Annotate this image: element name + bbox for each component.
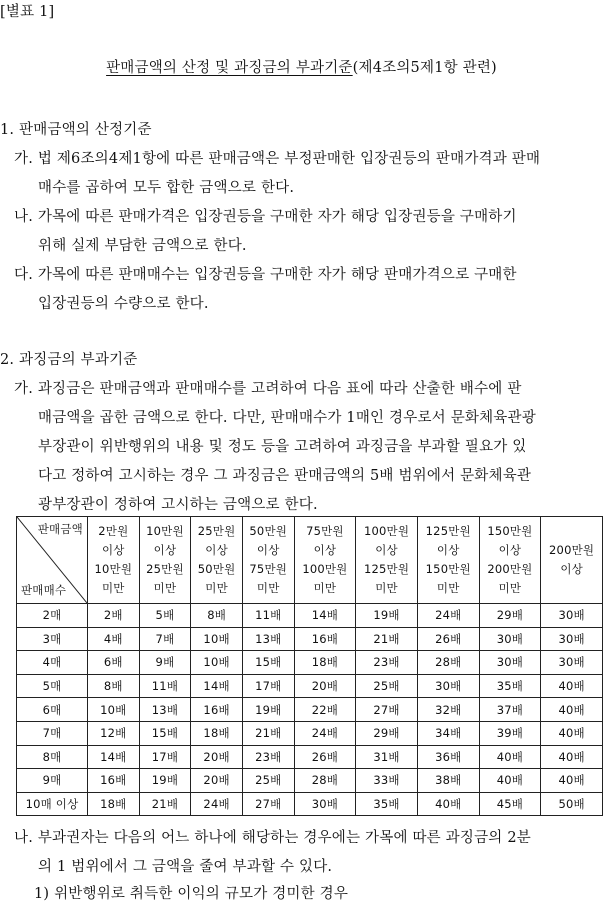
- row-label: 10매 이상: [17, 792, 88, 816]
- table-cell: 40배: [541, 769, 603, 793]
- table-cell: 13배: [242, 627, 294, 651]
- table-row: [17, 745, 603, 769]
- s1-item-da-line1: 다. 가목에 따른 판매매수는 입장권등을 구매한 자가 해당 판매가격으로 구매한: [14, 267, 517, 283]
- table-cell: 28배: [294, 769, 356, 793]
- table-cell: 19배: [356, 604, 418, 628]
- table-cell: 34배: [417, 721, 479, 745]
- col-header: 50만원 이상 75만원 미만: [242, 517, 294, 604]
- table-cell: 30배: [541, 604, 603, 628]
- table-cell: 32배: [417, 698, 479, 722]
- s2-item-ga-line5: 광부장관이 정하여 고시하는 금액으로 한다.: [38, 497, 318, 513]
- table-cell: 35배: [479, 674, 541, 698]
- table-header-row: [17, 517, 603, 604]
- row-label: 6매: [17, 698, 88, 722]
- table-cell: 29배: [356, 721, 418, 745]
- table-cell: 40배: [541, 698, 603, 722]
- table-cell: 15배: [242, 651, 294, 675]
- table-cell: 20배: [191, 745, 243, 769]
- col-header: 125만원 이상 150만원 미만: [417, 517, 479, 604]
- table-cell: 30배: [479, 651, 541, 675]
- table-cell: 37배: [479, 698, 541, 722]
- col-header: 100만원 이상 125만원 미만: [356, 517, 418, 604]
- title-ref: (제4조의5제1항 관련): [352, 60, 497, 76]
- table-cell: 8배: [88, 674, 140, 698]
- row-label: 4매: [17, 651, 88, 675]
- row-label: 3매: [17, 627, 88, 651]
- s1-item-ga-line2: 매수를 곱하여 모두 합한 금액으로 한다.: [38, 180, 295, 196]
- table-cell: 36배: [417, 745, 479, 769]
- table-cell: 20배: [294, 674, 356, 698]
- table-cell: 11배: [242, 604, 294, 628]
- table-cell: 25배: [356, 674, 418, 698]
- table-cell: 4배: [88, 627, 140, 651]
- table-cell: 35배: [356, 792, 418, 816]
- col-header: 150만원 이상 200만원 미만: [479, 517, 541, 604]
- table-cell: 40배: [417, 792, 479, 816]
- s1-item-ga-line1: 가. 법 제6조의4제1항에 따른 판매금액은 부정판매한 입장권등의 판매가격과 판매: [14, 151, 541, 167]
- table-cell: 30배: [417, 674, 479, 698]
- section1-heading: 1. 판매금액의 산정기준: [0, 122, 152, 138]
- table-cell: 27배: [242, 792, 294, 816]
- table-row: [17, 651, 603, 675]
- table-cell: 50배: [541, 792, 603, 816]
- table-row: [17, 627, 603, 651]
- table-cell: 21배: [139, 792, 191, 816]
- table-cell: 20배: [191, 769, 243, 793]
- s1-item-na-line2: 위해 실제 부담한 금액으로 한다.: [38, 238, 247, 254]
- s2-item-na-line1: 나. 부과권자는 다음의 어느 하나에 해당하는 경우에는 가목에 따른 과징금의 2분: [14, 830, 531, 846]
- table-cell: 21배: [356, 627, 418, 651]
- title-main: 판매금액의 산정 및 과징금의 부과기준: [106, 60, 353, 76]
- s2-item-ga-line2: 매금액을 곱한 금액으로 한다. 다만, 판매매수가 1매인 경우로서 문화체육관광: [38, 410, 536, 426]
- table-cell: 18배: [294, 651, 356, 675]
- table-cell: 24배: [294, 721, 356, 745]
- table-row: [17, 769, 603, 793]
- table-cell: 10배: [191, 651, 243, 675]
- table-cell: 23배: [242, 745, 294, 769]
- table-cell: 26배: [294, 745, 356, 769]
- col-header: 75만원 이상 100만원 미만: [294, 517, 356, 604]
- table-cell: 8배: [191, 604, 243, 628]
- s2-item-ga-line3: 부장관이 위반행위의 내용 및 정도 등을 고려하여 과징금을 부과할 필요가 있: [38, 439, 527, 455]
- table-cell: 40배: [541, 721, 603, 745]
- table-cell: 16배: [88, 769, 140, 793]
- page-title: [0, 56, 603, 77]
- table-cell: 15배: [139, 721, 191, 745]
- table-cell: 33배: [356, 769, 418, 793]
- table-cell: 10배: [88, 698, 140, 722]
- table-cell: 39배: [479, 721, 541, 745]
- table-row: [17, 792, 603, 816]
- table-cell: 14배: [191, 674, 243, 698]
- table-cell: 25배: [242, 769, 294, 793]
- table-cell: 40배: [541, 745, 603, 769]
- table-cell: 16배: [294, 627, 356, 651]
- s2-item-na-line2: 의 1 범위에서 그 금액을 줄여 부과할 수 있다.: [38, 859, 333, 875]
- table-row: [17, 698, 603, 722]
- annex-label: [별표 1]: [0, 4, 55, 20]
- row-label: 9매: [17, 769, 88, 793]
- table-cell: 24배: [191, 792, 243, 816]
- table-corner-cell: [17, 517, 88, 604]
- row-label: 7매: [17, 721, 88, 745]
- table-cell: 30배: [479, 627, 541, 651]
- col-header: 25만원 이상 50만원 미만: [191, 517, 243, 604]
- table-cell: 23배: [356, 651, 418, 675]
- s2-item-ga-line1: 가. 과징금은 판매금액과 판매매수를 고려하여 다음 표에 따라 산출한 배수에 판: [14, 381, 522, 397]
- row-label: 5매: [17, 674, 88, 698]
- table-cell: 26배: [417, 627, 479, 651]
- table-cell: 45배: [479, 792, 541, 816]
- col-header: 10만원 이상 25만원 미만: [139, 517, 191, 604]
- table-cell: 30배: [541, 651, 603, 675]
- corner-top-label: 판매금액: [37, 522, 83, 536]
- row-label: 2매: [17, 604, 88, 628]
- table-cell: 40배: [479, 745, 541, 769]
- table-cell: 14배: [88, 745, 140, 769]
- table-row: [17, 721, 603, 745]
- table-cell: 17배: [242, 674, 294, 698]
- table-cell: 30배: [541, 627, 603, 651]
- table-cell: 24배: [417, 604, 479, 628]
- table-cell: 19배: [242, 698, 294, 722]
- table-cell: 12배: [88, 721, 140, 745]
- corner-bottom-label: 판매매수: [21, 583, 67, 597]
- table-cell: 40배: [541, 674, 603, 698]
- section2-heading: 2. 과징금의 부과기준: [0, 352, 138, 368]
- table-row: [17, 674, 603, 698]
- table-cell: 28배: [417, 651, 479, 675]
- table-cell: 7배: [139, 627, 191, 651]
- table-row: [17, 604, 603, 628]
- s1-item-na-line1: 나. 가목에 따른 판매가격은 입장권등을 구매한 자가 해당 입장권등을 구매하기: [14, 209, 517, 225]
- fine-multiplier-table: [16, 516, 603, 816]
- col-header: 200만원 이상: [541, 517, 603, 604]
- s2-sub-item-1: 1) 위반행위로 취득한 이익의 규모가 경미한 경우: [34, 886, 349, 902]
- table-cell: 9배: [139, 651, 191, 675]
- table-cell: 18배: [88, 792, 140, 816]
- s2-item-ga-line4: 다고 정하여 고시하는 경우 그 과징금은 판매금액의 5배 범위에서 문화체육관: [38, 468, 532, 484]
- table-cell: 31배: [356, 745, 418, 769]
- table-cell: 5배: [139, 604, 191, 628]
- table-cell: 38배: [417, 769, 479, 793]
- col-header: 2만원 이상 10만원 미만: [88, 517, 140, 604]
- table-cell: 14배: [294, 604, 356, 628]
- table-cell: 13배: [139, 698, 191, 722]
- table-cell: 11배: [139, 674, 191, 698]
- table-cell: 21배: [242, 721, 294, 745]
- table-cell: 6배: [88, 651, 140, 675]
- table-cell: 30배: [294, 792, 356, 816]
- table-cell: 27배: [356, 698, 418, 722]
- table-cell: 22배: [294, 698, 356, 722]
- s1-item-da-line2: 입장권등의 수량으로 한다.: [38, 296, 209, 312]
- table-cell: 16배: [191, 698, 243, 722]
- table-cell: 10배: [191, 627, 243, 651]
- table-cell: 2배: [88, 604, 140, 628]
- table-cell: 18배: [191, 721, 243, 745]
- table-cell: 29배: [479, 604, 541, 628]
- table-cell: 19배: [139, 769, 191, 793]
- table-cell: 17배: [139, 745, 191, 769]
- row-label: 8매: [17, 745, 88, 769]
- table-cell: 40배: [479, 769, 541, 793]
